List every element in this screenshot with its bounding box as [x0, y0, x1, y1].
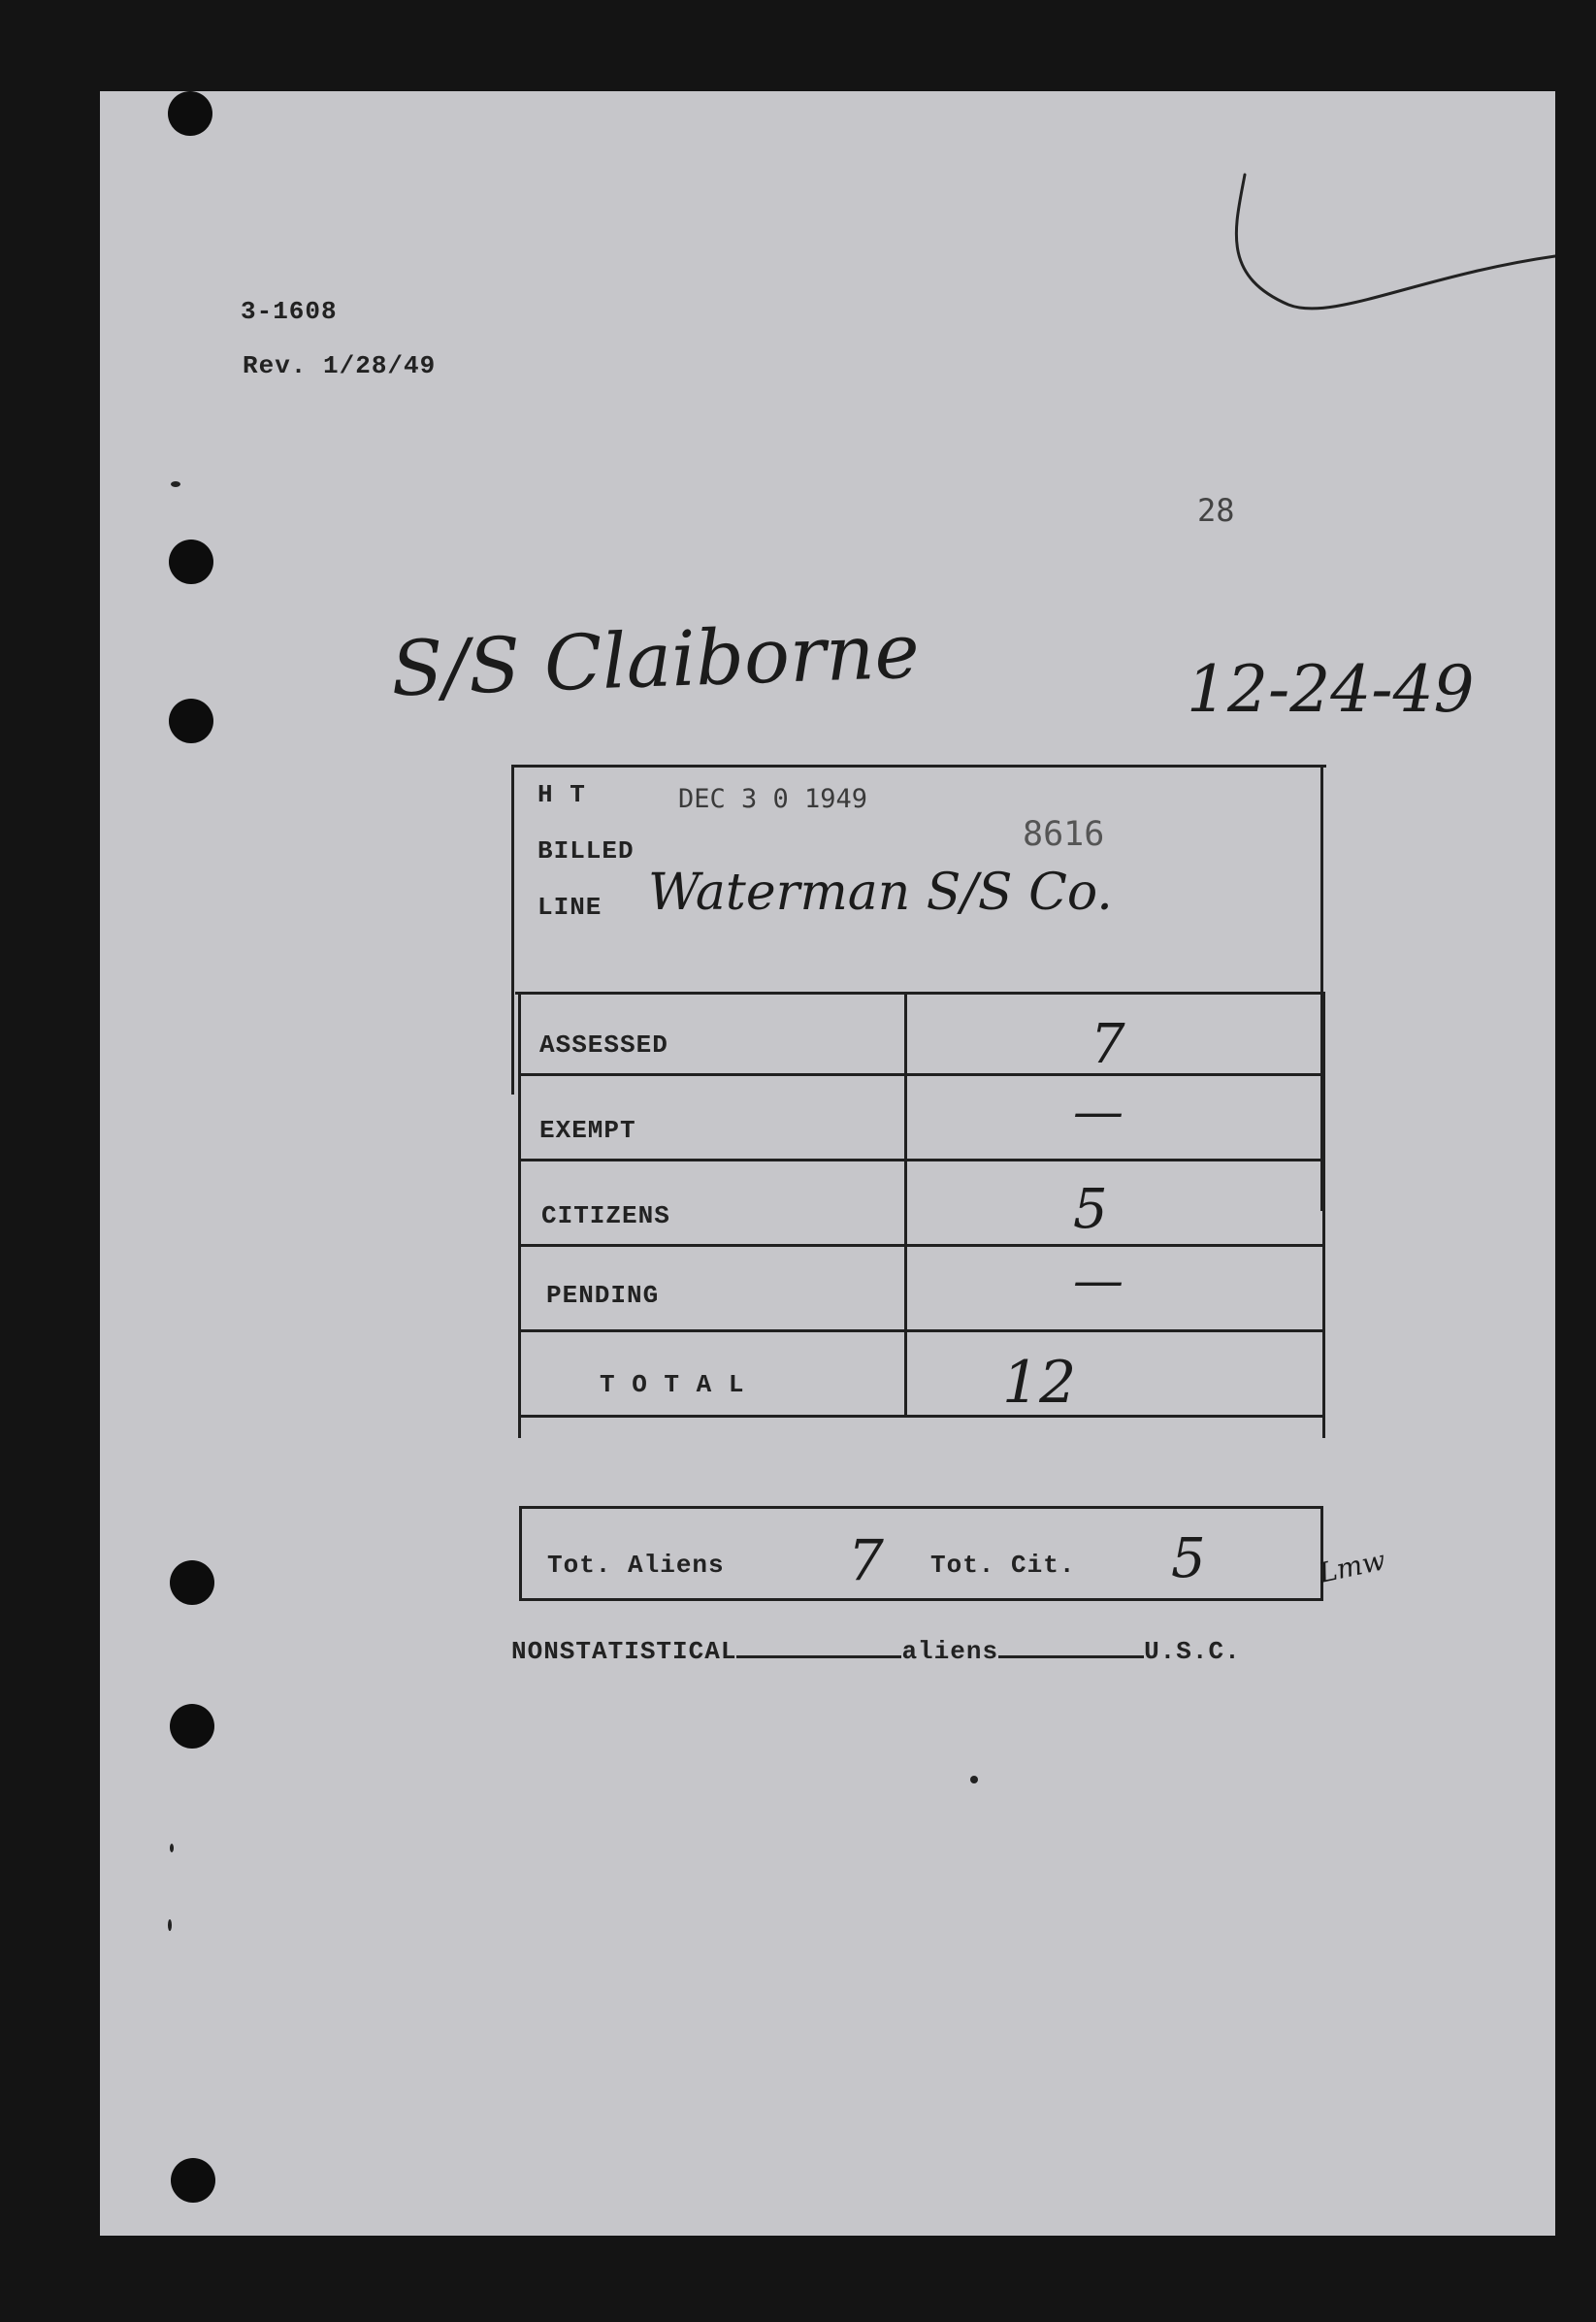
form-number: 3-1608: [241, 297, 338, 326]
initials: Lmw: [1316, 1544, 1388, 1589]
box-border: [511, 765, 514, 1095]
check-mark-icon: [1177, 169, 1555, 392]
line-name: Waterman S/S Co.: [648, 864, 1113, 922]
box-border: [1322, 992, 1325, 1438]
speck: [970, 1776, 978, 1783]
total-citizens-label: Tot. Cit.: [930, 1551, 1076, 1580]
box-border: [518, 1244, 1323, 1247]
box-border: [519, 1598, 1322, 1601]
exempt-label: EXEMPT: [539, 1116, 636, 1145]
box-border: [519, 1329, 1322, 1332]
page-number: 28: [1197, 492, 1235, 529]
box-border: [518, 1159, 1323, 1161]
box-border: [515, 992, 1323, 995]
document-page: [100, 91, 1555, 2236]
column-divider: [904, 992, 907, 1415]
line-label: LINE: [537, 893, 603, 922]
box-border: [519, 1415, 1322, 1418]
usc-blank: [998, 1636, 1144, 1658]
arrival-date: 12-24-49: [1187, 652, 1475, 727]
box-border: [518, 992, 521, 1438]
citizens-label: CITIZENS: [541, 1201, 670, 1230]
pending-value: —: [1073, 1252, 1124, 1310]
total-label: T O T A L: [600, 1370, 745, 1399]
total-value: 12: [1002, 1349, 1077, 1417]
box-border: [511, 765, 1326, 768]
nonstatistical-blank: [736, 1636, 901, 1658]
citizens-value: 5: [1073, 1178, 1108, 1241]
billed-label: BILLED: [537, 836, 635, 866]
punch-hole: [169, 540, 213, 584]
form-revision: Rev. 1/28/49: [243, 351, 437, 380]
ship-name: S/S Claiborne: [389, 607, 921, 714]
assessed-value: 7: [1091, 1013, 1125, 1076]
speck: [171, 481, 180, 487]
received-date-stamp: DEC 3 0 1949: [678, 784, 868, 814]
punch-hole: [171, 2158, 215, 2203]
pending-label: PENDING: [546, 1281, 660, 1302]
box-border: [519, 1506, 1322, 1509]
number-stamp: 8616: [1023, 815, 1105, 854]
total-aliens-label: Tot. Aliens: [547, 1551, 725, 1580]
punch-hole: [170, 1560, 214, 1605]
total-citizens-value: 5: [1171, 1527, 1206, 1590]
total-aliens-value: 7: [848, 1527, 884, 1593]
box-border: [518, 1073, 1323, 1076]
speck: [168, 1919, 172, 1931]
usc-label: U.S.C.: [1144, 1637, 1241, 1666]
punch-hole: [169, 699, 213, 743]
nonstatistical-line: [511, 1636, 1241, 1666]
punch-hole: [170, 1704, 214, 1749]
ht-label: H T: [537, 780, 586, 809]
assessed-label: ASSESSED: [539, 1030, 668, 1060]
nonstatistical-label: NONSTATISTICAL: [511, 1637, 737, 1666]
speck: [170, 1844, 174, 1852]
punch-hole: [168, 91, 212, 136]
box-border: [519, 1506, 522, 1601]
aliens-label: aliens: [901, 1637, 999, 1666]
exempt-value: —: [1073, 1083, 1124, 1141]
